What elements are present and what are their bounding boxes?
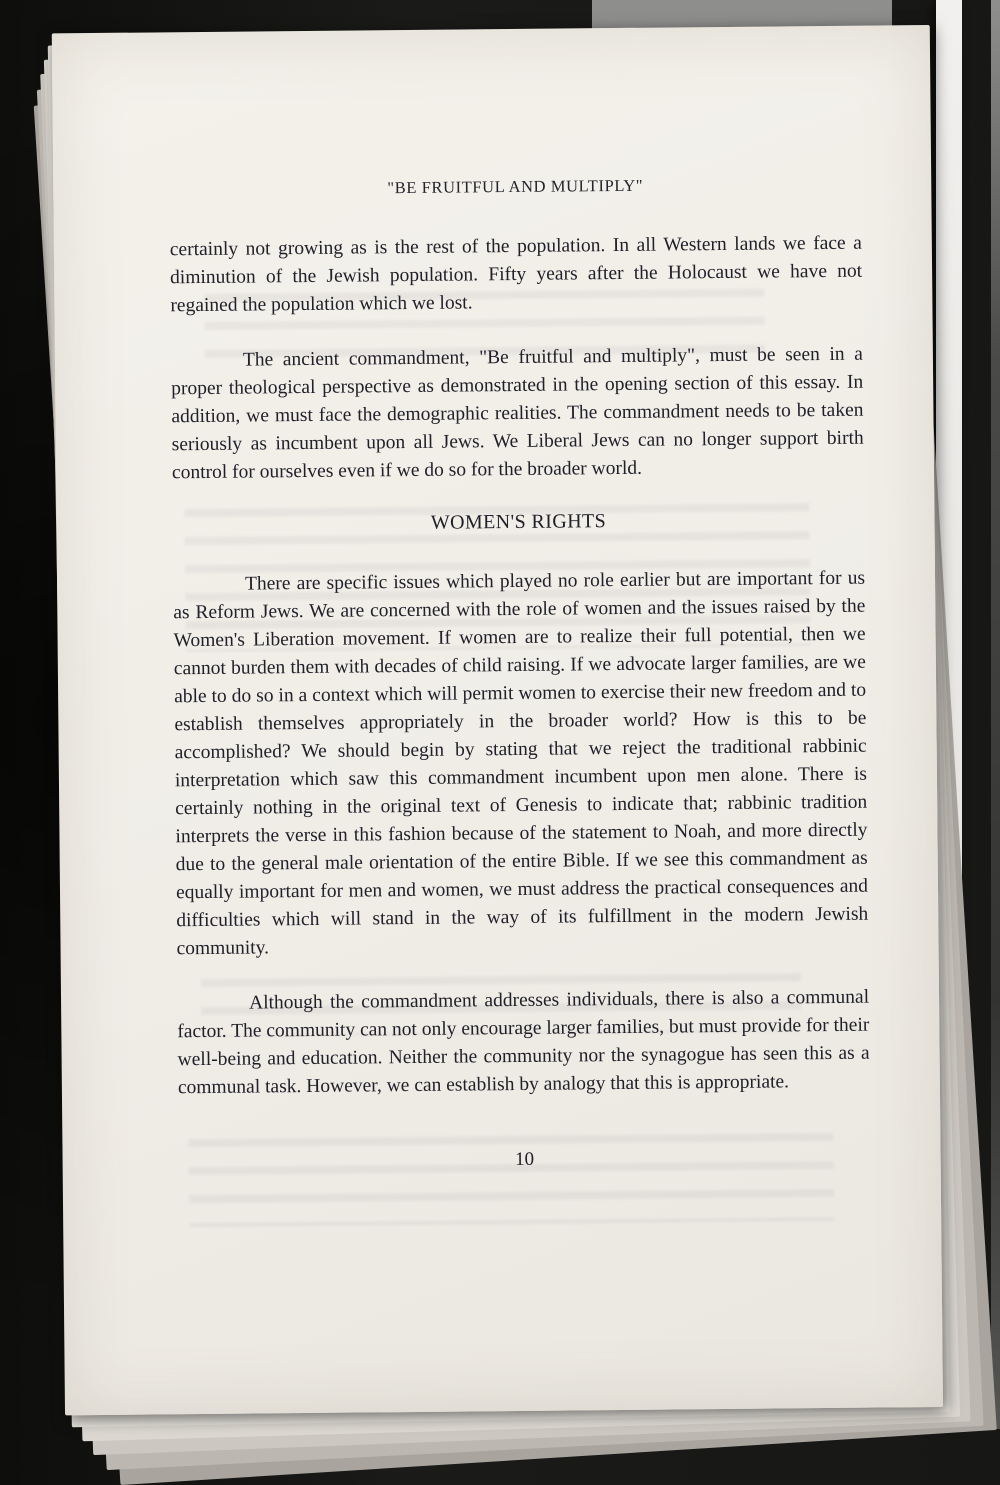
section-heading: WOMEN'S RIGHTS: [430, 510, 607, 534]
body-paragraph: Although the commandment addresses individuals, there is also a communal factor. The community can not only encourage larger families, but must provide for their well-being and education. Neither the community nor the synagogue has seen this as a communal task. However, we can establish by analogy that this is appropriate.: [177, 986, 870, 1099]
scan-right-edge: [991, 0, 1000, 1429]
scanned-book: [52, 26, 930, 1408]
body-paragraph: The ancient commandment, "Be fruitful and multiply", must be seen in a proper theological perspective as demonstrated in the opening section of this essay. In addition, we must face the demographic realities. The commandment needs to be taken seriously as incumbent upon all Jews. We Liberal Jews can no longer support birth control for ourselves even if we do so for the broader world.: [171, 343, 864, 484]
body-paragraph: certainly not growing as is the rest of the population. In all Western lands we face a diminution of the Jewish population. Fifty years after the Holocaust we have not regained the population which we lost.: [169, 232, 863, 317]
book-page: [52, 25, 943, 1415]
running-header: "BE FRUITFUL AND MULTIPLY": [387, 175, 644, 198]
body-paragraph: There are specific issues which played no role earlier but are important for us as Reform Jews. We are concerned with the role of women and the issues raised by the Women's Liberation movement. If women are to realize their full potential, then we cannot burden them with decades of child raising. If we advocate larger families, are we able to do so in a context which will permit women to exercise their new freedom and to establish themselves appropriately in the broader world? How is this to be accomplished? We should begin by stating that we reject the traditional rabbinic interpretation which saw this commandment incumbent upon men alone. There is certainly nothing in the original text of Genesis to indicate that; rabbinic tradition interprets the verse in this fashion because of the statement to Noah, and more directly due to the general male orientation of the entire Bible. If we see this commandment as equally important for men and women, we must address the practical consequences and difficulties which will stand in the way of its fulfillment in the modern Jewish community.: [173, 567, 869, 960]
page-content: [52, 25, 943, 1415]
page-number: 10: [515, 1148, 535, 1171]
